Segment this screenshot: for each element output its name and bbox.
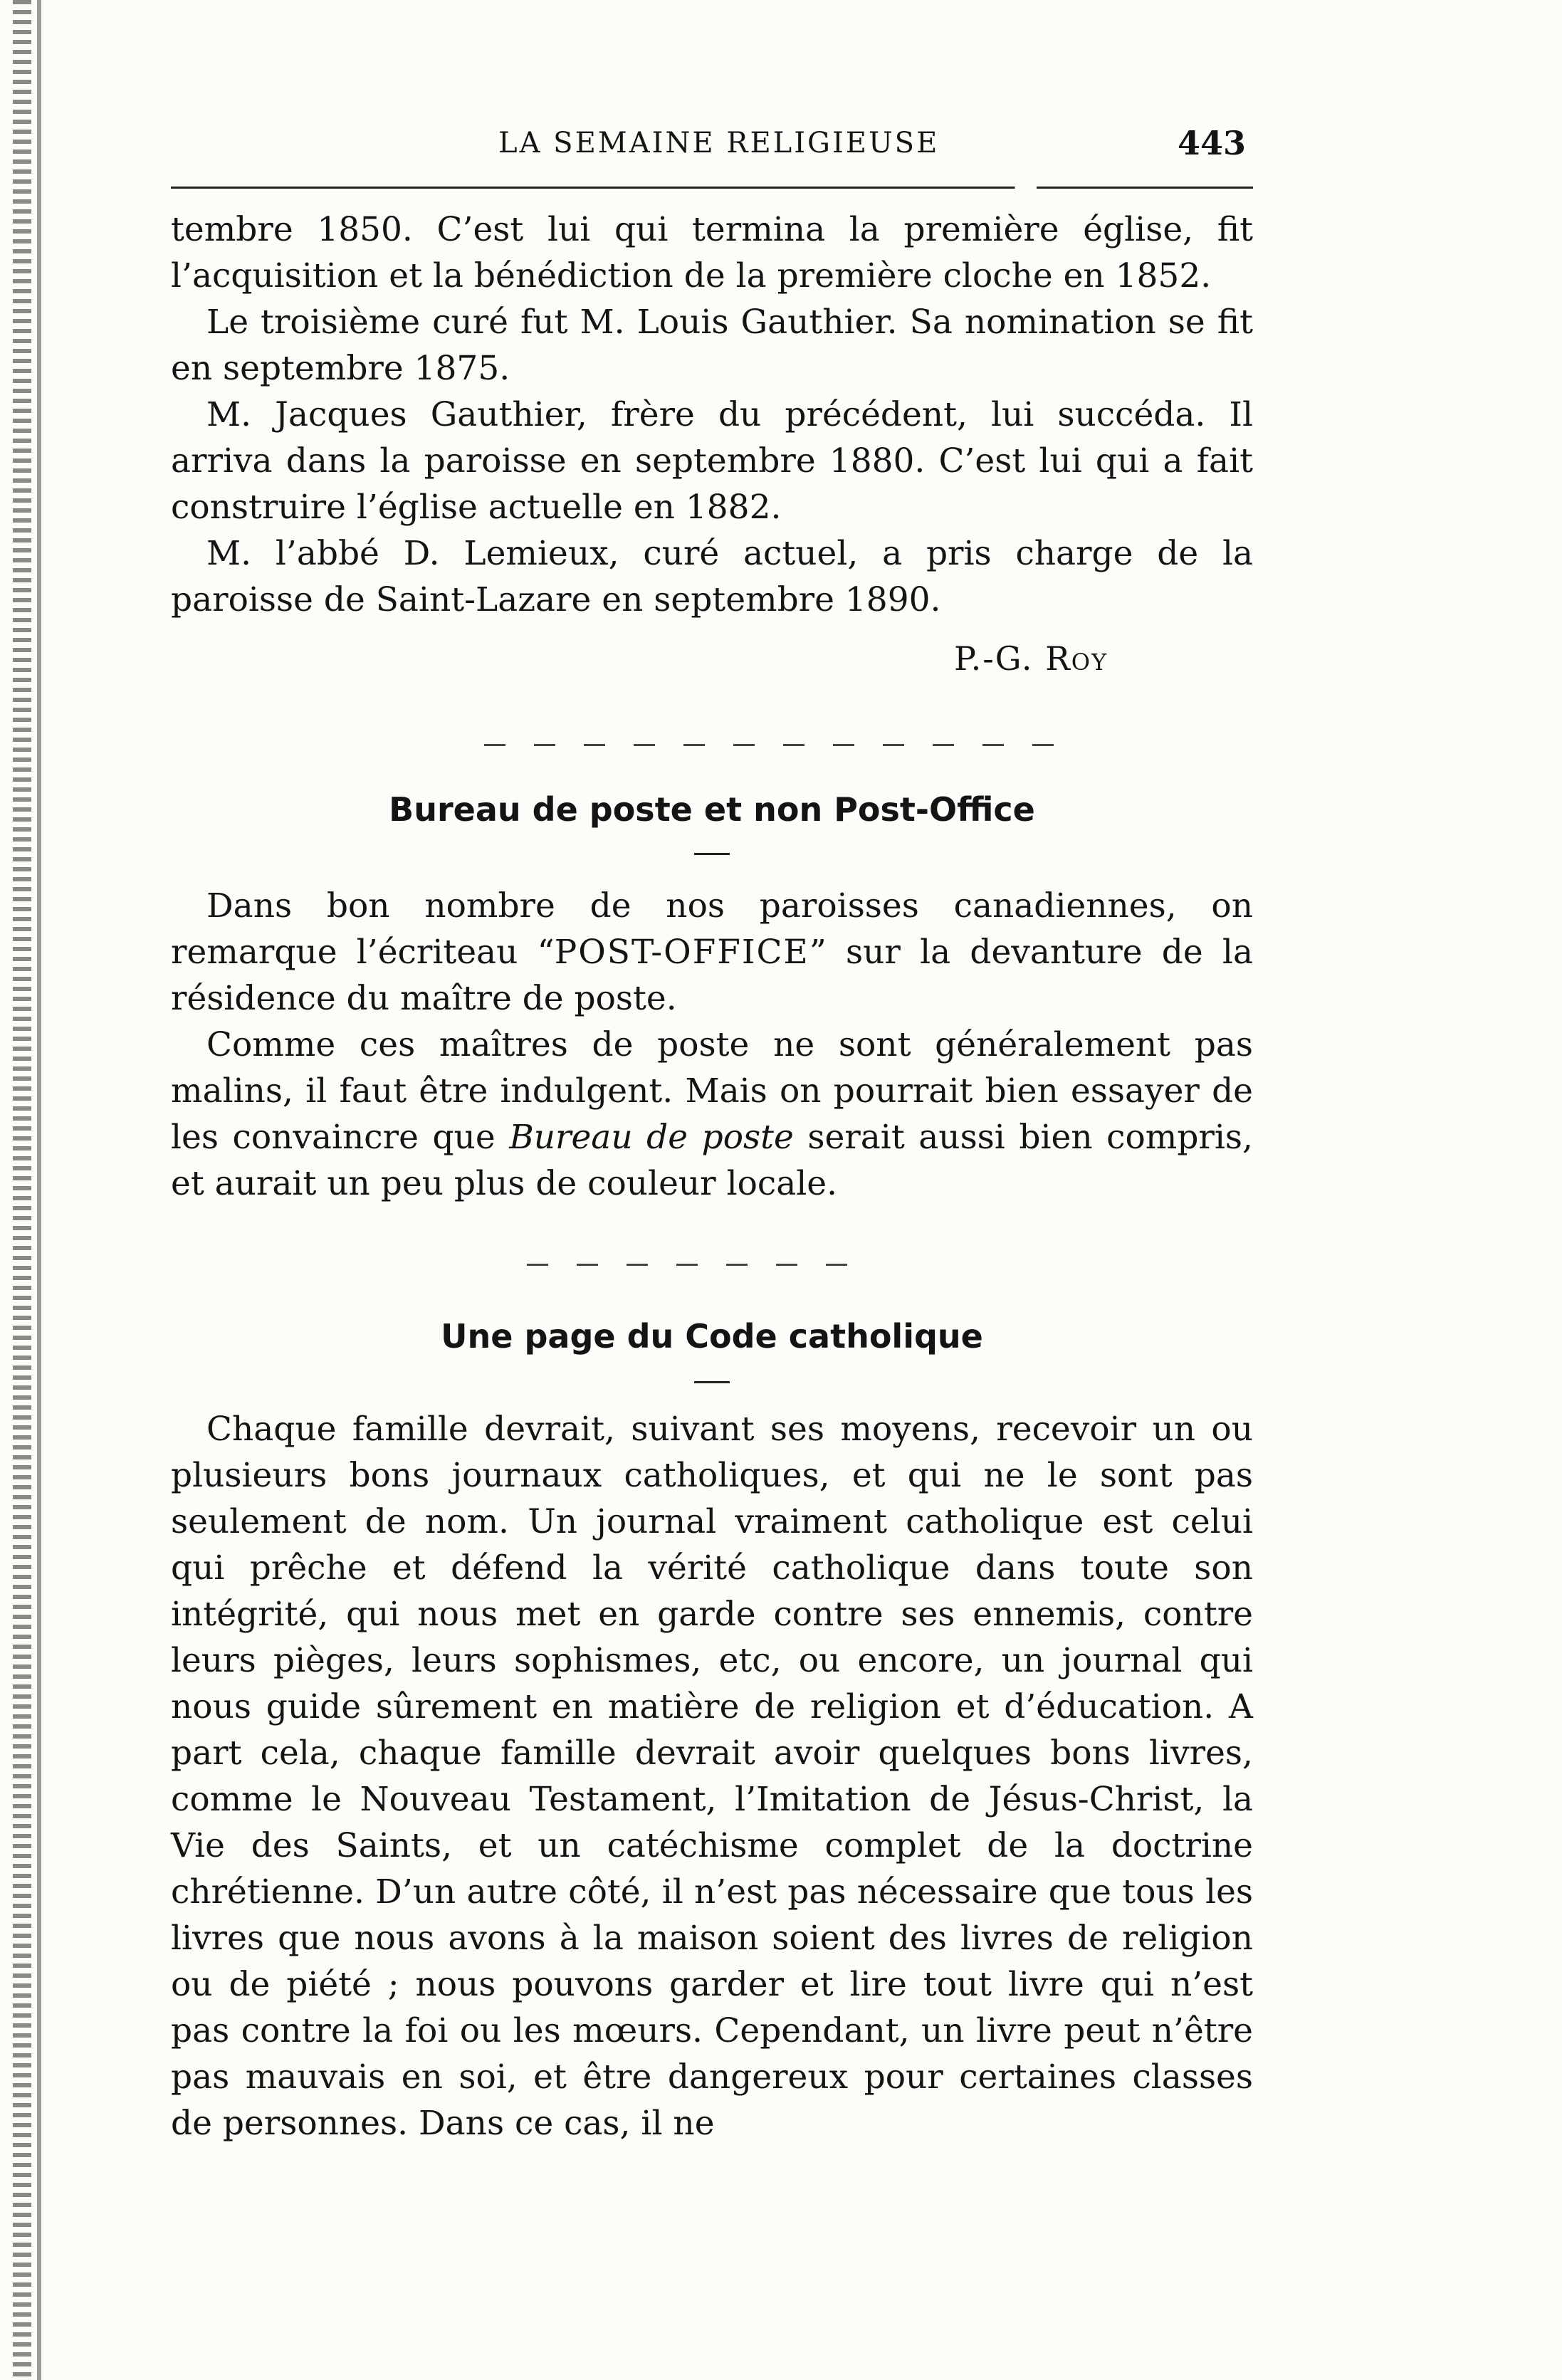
page-number: 443	[1177, 124, 1246, 162]
section-code	[171, 1406, 1253, 2146]
italic-phrase: Bureau de poste	[509, 1118, 794, 1157]
paragraph: M. Jacques Gauthier, frère du précédent, lui succéda. Il arriva dans la paroisse en septembre 1880. C’est lui qui a fait construire l’église actuelle en 1882.	[171, 395, 1253, 527]
section-history	[171, 206, 1253, 623]
sign-text: POST-OFFICE	[554, 933, 809, 972]
page-binding-edge	[13, 0, 31, 2380]
heading-dash	[694, 1381, 730, 1383]
section-heading-bureau: Bureau de poste et non Post-Office	[389, 790, 1035, 829]
paragraph: M. l’abbé D. Lemieux, curé actuel, a pris charge de la paroisse de Saint-Lazare en septembre 1890.	[171, 534, 1253, 619]
section-separator	[484, 744, 1054, 746]
paragraph: Comme ces maîtres de poste ne sont généralement pas malins, il faut être indulgent. Mais on pourrait bien essayer de les convaincre que Bureau de poste serait aussi bien compris, et aurait un peu plus de couleur locale.	[171, 1025, 1253, 1203]
running-title: LA SEMAINE RELIGIEUSE	[498, 127, 940, 159]
author-signature: P.-G. Roy	[954, 639, 1108, 678]
page-binding-line	[37, 0, 41, 2380]
paragraph: Dans bon nombre de nos paroisses canadiennes, on remarque l’écriteau “POST-OFFICE” sur la devanture de la résidence du maître de poste.	[171, 886, 1253, 1018]
header-rule	[171, 187, 1253, 189]
paragraph: tembre 1850. C’est lui qui termina la première église, fit l’acquisition et la bénédiction de la première cloche en 1852.	[171, 210, 1253, 295]
section-bureau	[171, 883, 1253, 1207]
section-heading-code: Une page du Code catholique	[441, 1317, 983, 1356]
paragraph: Le troisième curé fut M. Louis Gauthier. Sa nomination se fit en septembre 1875.	[171, 303, 1253, 388]
heading-dash	[694, 853, 730, 855]
section-separator	[527, 1264, 869, 1266]
paragraph: Chaque famille devrait, suivant ses moyens, recevoir un ou plusieurs bons journaux catholiques, et qui ne le sont pas seulement de nom. Un journal vraiment catholique est celui qui prêche et défend la vérité catholique dans toute son intégrité, qui nous met en garde contre ses ennemis, contre leurs pièges, leurs sophismes, etc, ou encore, un journal qui nous guide sûrement en matière de religion et d’éducation. A part cela, chaque famille devrait avoir quelques bons livres, comme le Nouveau Testament, l’Imitation de Jésus-Christ, la Vie des Saints, et un catéchisme complet de la doctrine chrétienne. D’un autre côté, il n’est pas nécessaire que tous les livres que nous avons à la maison soient des livres de religion ou de piété ; nous pouvons garder et lire tout livre qui n’est pas contre la foi ou les mœurs. Cependant, un livre peut n’être pas mauvais en soi, et être dangereux pour certaines classes de personnes. Dans ce cas, il ne	[171, 1410, 1253, 2143]
page-header	[199, 120, 1246, 169]
